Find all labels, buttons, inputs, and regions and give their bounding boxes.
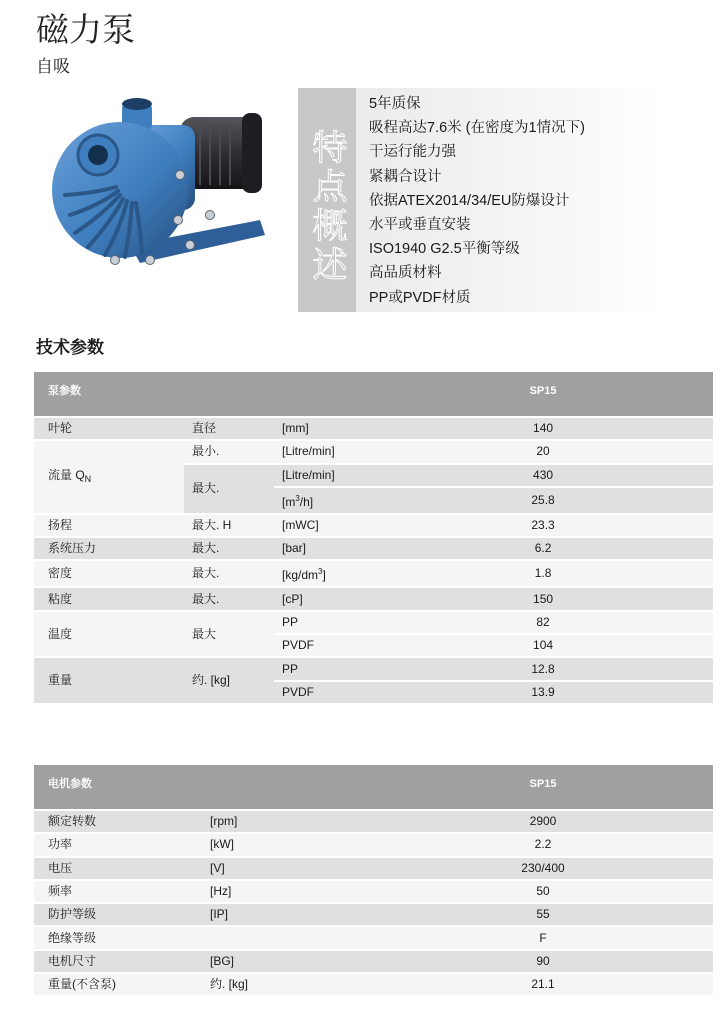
row-unit: [IP]	[196, 903, 373, 926]
row-label: 防护等级	[34, 903, 196, 926]
row-label: 频率	[34, 880, 196, 903]
features-list	[369, 92, 585, 310]
row-label: 绝缘等级	[34, 926, 196, 949]
table-row	[34, 514, 713, 537]
row-value: 23.3	[373, 514, 713, 537]
feature-item: PP或PVDF材质	[369, 289, 471, 306]
row-value: 21.1	[373, 973, 713, 996]
row-unit: [Hz]	[196, 880, 373, 903]
row-value: 230/400	[373, 857, 713, 880]
feature-item: 吸程高达7.6米 (在密度为1情况下)	[369, 120, 585, 137]
row-value: 2900	[373, 810, 713, 833]
row-sublabel: 最大.	[184, 464, 274, 514]
row-label: 功率	[34, 833, 196, 856]
row-unit: [bar]	[274, 537, 373, 560]
table-row	[34, 833, 713, 856]
row-unit: [kW]	[196, 833, 373, 856]
table-row	[34, 440, 713, 463]
section-title: 技术参数	[36, 338, 104, 357]
features-panel	[298, 88, 660, 312]
row-value: 90	[373, 950, 713, 973]
feature-item: 依据ATEX2014/34/EU防爆设计	[369, 192, 570, 209]
table-row	[34, 611, 713, 634]
row-label: 叶轮	[34, 417, 184, 440]
table-header-row	[34, 372, 713, 417]
table-header-label: 泵参数	[34, 372, 373, 417]
row-unit: PVDF	[274, 681, 373, 704]
row-label: 电机尺寸	[34, 950, 196, 973]
row-label: 重量(不含泵)	[34, 973, 196, 996]
table-row	[34, 950, 713, 973]
row-sublabel: 约. [kg]	[184, 657, 274, 704]
row-sublabel: 最大.	[184, 537, 274, 560]
table-header-row	[34, 765, 713, 810]
features-heading: 特点概述	[308, 129, 347, 285]
row-value: 2.2	[373, 833, 713, 856]
row-unit: 约. [kg]	[196, 973, 373, 996]
table-row	[34, 417, 713, 440]
row-sublabel: 最大.	[184, 560, 274, 587]
pump-parameters-table	[34, 372, 713, 705]
row-value: 104	[373, 634, 713, 657]
row-value: 12.8	[373, 657, 713, 680]
row-unit: PP	[274, 657, 373, 680]
row-label: 额定转数	[34, 810, 196, 833]
table-header-model: SP15	[373, 372, 713, 417]
row-unit: [mm]	[274, 417, 373, 440]
row-value: 150	[373, 587, 713, 610]
row-sublabel: 直径	[184, 417, 274, 440]
row-value: 55	[373, 903, 713, 926]
table-row	[34, 903, 713, 926]
table-row	[34, 973, 713, 996]
row-label: 系统压力	[34, 537, 184, 560]
table-row	[34, 926, 713, 949]
page-title: 磁力泵	[36, 11, 135, 48]
feature-item: 5年质保	[369, 96, 421, 112]
row-unit: PVDF	[274, 634, 373, 657]
row-value: F	[373, 926, 713, 949]
page-subtitle: 自吸	[36, 57, 70, 76]
row-label: 流量 $Q_N$	[34, 440, 184, 514]
row-label: 温度	[34, 611, 184, 658]
row-unit: [cP]	[274, 587, 373, 610]
feature-item: 高品质材料	[369, 265, 442, 282]
row-value: 1.8	[373, 560, 713, 587]
table-header-model: SP15	[373, 765, 713, 810]
table-row	[34, 880, 713, 903]
table-row	[34, 560, 713, 587]
row-unit: [Litre/min]	[274, 440, 373, 463]
row-value: 82	[373, 611, 713, 634]
row-value: 13.9	[373, 681, 713, 704]
table-header-label: 电机参数	[34, 765, 373, 810]
row-value: 140	[373, 417, 713, 440]
motor-parameters-table	[34, 765, 713, 997]
row-label-subscript: N	[84, 473, 92, 484]
motor-end-cap	[242, 113, 262, 193]
row-unit	[196, 926, 373, 949]
row-value: 6.2	[373, 537, 713, 560]
row-unit: [Litre/min]	[274, 464, 373, 487]
feature-item: ISO1940 G2.5平衡等级	[369, 241, 520, 258]
row-unit: [mWC]	[274, 514, 373, 537]
table-row	[34, 857, 713, 880]
table-row	[34, 657, 713, 680]
row-label: 电压	[34, 857, 196, 880]
row-unit: [V]	[196, 857, 373, 880]
row-value: 50	[373, 880, 713, 903]
table-row	[34, 810, 713, 833]
pump-product-image	[30, 95, 275, 280]
row-value: 430	[373, 464, 713, 487]
row-sublabel: 最大.	[184, 587, 274, 610]
feature-item: 紧耦合设计	[369, 168, 442, 185]
row-value: 20	[373, 440, 713, 463]
row-label: 粘度	[34, 587, 184, 610]
row-label: 密度	[34, 560, 184, 587]
row-unit: [rpm]	[196, 810, 373, 833]
row-sublabel: 最大	[184, 611, 274, 658]
row-unit: [BG]	[196, 950, 373, 973]
row-label: 重量	[34, 657, 184, 704]
feature-item: 干运行能力强	[369, 144, 456, 161]
feature-item: 水平或垂直安装	[369, 217, 471, 234]
row-unit: $[kg/dm^3]$	[274, 560, 373, 587]
row-sublabel: 最大. H	[184, 514, 274, 537]
table-row	[34, 537, 713, 560]
row-unit: PP	[274, 611, 373, 634]
table-row	[34, 587, 713, 610]
row-sublabel: 最小.	[184, 440, 274, 463]
pump-casing	[52, 122, 188, 258]
row-unit: $[m^3/h]$	[274, 487, 373, 514]
row-label: 扬程	[34, 514, 184, 537]
row-value: 25.8	[373, 487, 713, 514]
